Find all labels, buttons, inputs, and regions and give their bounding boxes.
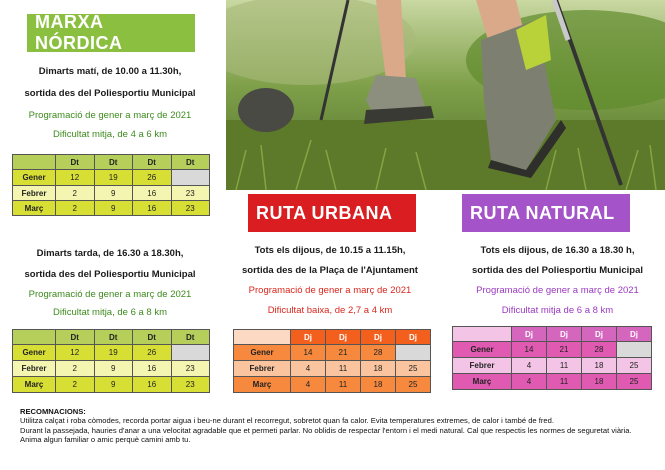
calendar-day: 4 bbox=[512, 374, 547, 390]
calendar-header-cell: Dt bbox=[171, 155, 210, 170]
calendar-header-cell: Dj bbox=[326, 330, 361, 345]
calendar-header-row bbox=[234, 330, 431, 345]
calendar-empty-day bbox=[617, 342, 652, 358]
calendar-day: 18 bbox=[361, 377, 396, 393]
calendar-day: 19 bbox=[94, 170, 133, 186]
calendar-day: 16 bbox=[133, 377, 172, 393]
calendar-day: 14 bbox=[512, 342, 547, 358]
marxa-afternoon-programme: Programació de gener a març de 2021 bbox=[28, 289, 192, 300]
calendar-day: 11 bbox=[547, 374, 582, 390]
ruta-natural-schedule: Tots els dijous, de 16.30 a 18.30 h, bbox=[480, 245, 635, 256]
calendar-day: 9 bbox=[94, 361, 133, 377]
recommendation-line: Utilitza calçat i roba còmodes, recorda portar aigua i beu-ne durant el recorregut, sobretot quan fa calor. Evita temperatures extremes, de calor i també de fred. bbox=[20, 416, 554, 426]
calendar-day: 4 bbox=[291, 377, 326, 393]
marxa-afternoon-schedule: Dimarts tarda, de 16.30 a 18.30h, bbox=[36, 248, 184, 259]
ruta-natural-title: RUTA NATURAL bbox=[470, 202, 615, 223]
calendar-month: Gener bbox=[13, 345, 56, 361]
calendar-day: 25 bbox=[396, 377, 431, 393]
calendar-day: 2 bbox=[56, 377, 95, 393]
calendar-day: 16 bbox=[133, 201, 172, 216]
calendar-day: 21 bbox=[547, 342, 582, 358]
calendar-month: Març bbox=[13, 377, 56, 393]
ruta-urbana-programme: Programació de gener a març de 2021 bbox=[248, 285, 412, 296]
calendar-day: 21 bbox=[326, 345, 361, 361]
calendar-empty-day bbox=[171, 170, 210, 186]
calendar-day: 18 bbox=[582, 374, 617, 390]
calendar-header-cell: Dj bbox=[512, 327, 547, 342]
calendar-header-cell bbox=[13, 155, 56, 170]
calendar-day: 23 bbox=[171, 186, 210, 201]
calendar-day: 9 bbox=[94, 186, 133, 201]
calendar-day: 26 bbox=[133, 170, 172, 186]
calendar-header-cell: Dj bbox=[361, 330, 396, 345]
calendar-day: 23 bbox=[171, 201, 210, 216]
calendar-row bbox=[453, 342, 652, 358]
ruta-urbana-title: RUTA URBANA bbox=[256, 202, 393, 223]
calendar-header-cell: Dt bbox=[94, 330, 133, 345]
calendar-row bbox=[453, 358, 652, 374]
calendar-month: Febrer bbox=[13, 186, 56, 201]
calendar-header-cell: Dj bbox=[547, 327, 582, 342]
ruta-natural-calendar bbox=[452, 326, 652, 390]
calendar-day: 19 bbox=[94, 345, 133, 361]
marxa-morning-calendar bbox=[12, 154, 210, 216]
calendar-day: 12 bbox=[56, 345, 95, 361]
recommendation-line: Durant la passejada, hauries d'anar a una velocitat agradable que et permeti parlar. No oblidis de respectar l'entorn i el medi natural. Cal que respectis les normes de seguretat viària. bbox=[20, 425, 632, 435]
calendar-day: 2 bbox=[56, 361, 95, 377]
calendar-day: 25 bbox=[617, 374, 652, 390]
calendar-header-cell: Dj bbox=[617, 327, 652, 342]
calendar-header-row bbox=[453, 327, 652, 342]
calendar-month: Març bbox=[13, 201, 56, 216]
calendar-day: 25 bbox=[396, 361, 431, 377]
calendar-empty-day bbox=[171, 345, 210, 361]
calendar-month: Febrer bbox=[453, 358, 512, 374]
calendar-day: 16 bbox=[133, 361, 172, 377]
calendar-day: 23 bbox=[171, 377, 210, 393]
calendar-header-cell bbox=[453, 327, 512, 342]
calendar-header-row bbox=[13, 330, 210, 345]
recommendations bbox=[20, 407, 650, 445]
ruta-urbana-calendar bbox=[233, 329, 431, 393]
ruta-urbana-schedule: Tots els dijous, de 10.15 a 11.15h, bbox=[254, 245, 406, 256]
ruta-natural-info bbox=[455, 245, 660, 325]
ruta-natural-difficulty: Dificultat mitja de 6 a 8 km bbox=[501, 305, 614, 316]
calendar-header-cell: Dt bbox=[171, 330, 210, 345]
calendar-header-cell: Dt bbox=[94, 155, 133, 170]
hiking-photo-illustration bbox=[226, 0, 665, 190]
calendar-header-cell bbox=[13, 330, 56, 345]
calendar-day: 18 bbox=[361, 361, 396, 377]
calendar-day: 28 bbox=[361, 345, 396, 361]
calendar-month: Gener bbox=[13, 170, 56, 186]
calendar-month: Març bbox=[453, 374, 512, 390]
calendar-day: 26 bbox=[133, 345, 172, 361]
calendar-day: 4 bbox=[512, 358, 547, 374]
ruta-natural-banner bbox=[462, 194, 630, 232]
calendar-day: 25 bbox=[617, 358, 652, 374]
calendar-day: 11 bbox=[326, 377, 361, 393]
marxa-morning-schedule: Dimarts matí, de 10.00 a 11.30h, bbox=[38, 66, 182, 77]
calendar-month: Gener bbox=[453, 342, 512, 358]
calendar-day: 2 bbox=[56, 186, 95, 201]
calendar-day: 9 bbox=[94, 201, 133, 216]
calendar-day: 11 bbox=[326, 361, 361, 377]
calendar-day: 16 bbox=[133, 186, 172, 201]
ruta-natural-meeting-point: sortida des del Poliesportiu Municipal bbox=[471, 265, 644, 276]
calendar-row bbox=[13, 345, 210, 361]
ruta-natural-programme: Programació de gener a març de 2021 bbox=[476, 285, 639, 296]
marxa-afternoon-calendar bbox=[12, 329, 210, 393]
marxa-afternoon-difficulty: Dificultat mitja, de 6 a 8 km bbox=[52, 307, 168, 318]
calendar-month: Febrer bbox=[234, 361, 291, 377]
calendar-day: 18 bbox=[582, 358, 617, 374]
calendar-header-cell: Dt bbox=[133, 155, 172, 170]
calendar-month: Març bbox=[234, 377, 291, 393]
calendar-row bbox=[13, 377, 210, 393]
calendar-day: 2 bbox=[56, 201, 95, 216]
marxa-nordica-title: MARXA NÓRDICA bbox=[35, 12, 123, 53]
ruta-urbana-difficulty: Dificultat baixa, de 2,7 a 4 km bbox=[267, 305, 393, 316]
calendar-row bbox=[453, 374, 652, 390]
calendar-header-cell: Dt bbox=[56, 330, 95, 345]
marxa-afternoon-meeting-point: sortida des del Poliesportiu Municipal bbox=[24, 269, 196, 280]
ruta-urbana-banner bbox=[248, 194, 416, 232]
calendar-header-cell: Dt bbox=[56, 155, 95, 170]
calendar-row bbox=[234, 361, 431, 377]
calendar-row bbox=[13, 186, 210, 201]
marxa-afternoon-info bbox=[10, 248, 210, 328]
calendar-header-cell bbox=[234, 330, 291, 345]
calendar-header-row bbox=[13, 155, 210, 170]
calendar-month: Gener bbox=[234, 345, 291, 361]
calendar-row bbox=[234, 345, 431, 361]
recommendation-line: Anima algun familiar o amic perquè camini amb tu. bbox=[20, 435, 191, 445]
ruta-urbana-meeting-point: sortida des de la Plaça de l'Ajuntament bbox=[242, 265, 418, 276]
calendar-empty-day bbox=[396, 345, 431, 361]
calendar-row bbox=[13, 361, 210, 377]
calendar-day: 4 bbox=[291, 361, 326, 377]
calendar-month: Febrer bbox=[13, 361, 56, 377]
calendar-row bbox=[13, 170, 210, 186]
marxa-morning-info bbox=[10, 66, 210, 146]
calendar-header-cell: Dt bbox=[133, 330, 172, 345]
calendar-day: 12 bbox=[56, 170, 95, 186]
ruta-urbana-info bbox=[230, 245, 430, 325]
calendar-day: 11 bbox=[547, 358, 582, 374]
marxa-morning-meeting-point: sortida des del Poliesportiu Municipal bbox=[24, 88, 196, 99]
calendar-header-cell: Dj bbox=[582, 327, 617, 342]
calendar-day: 14 bbox=[291, 345, 326, 361]
calendar-row bbox=[13, 201, 210, 216]
marxa-morning-difficulty: Dificultat mitja, de 4 a 6 km bbox=[52, 129, 168, 140]
marxa-morning-programme: Programació de gener a març de 2021 bbox=[28, 110, 192, 121]
calendar-day: 28 bbox=[582, 342, 617, 358]
calendar-row bbox=[234, 377, 431, 393]
calendar-day: 9 bbox=[94, 377, 133, 393]
calendar-day: 23 bbox=[171, 361, 210, 377]
calendar-header-cell: Dj bbox=[396, 330, 431, 345]
marxa-nordica-banner bbox=[27, 14, 195, 52]
calendar-header-cell: Dj bbox=[291, 330, 326, 345]
hiking-photo bbox=[226, 0, 665, 190]
recommendations-title: RECOMNACIONS: bbox=[20, 407, 86, 416]
